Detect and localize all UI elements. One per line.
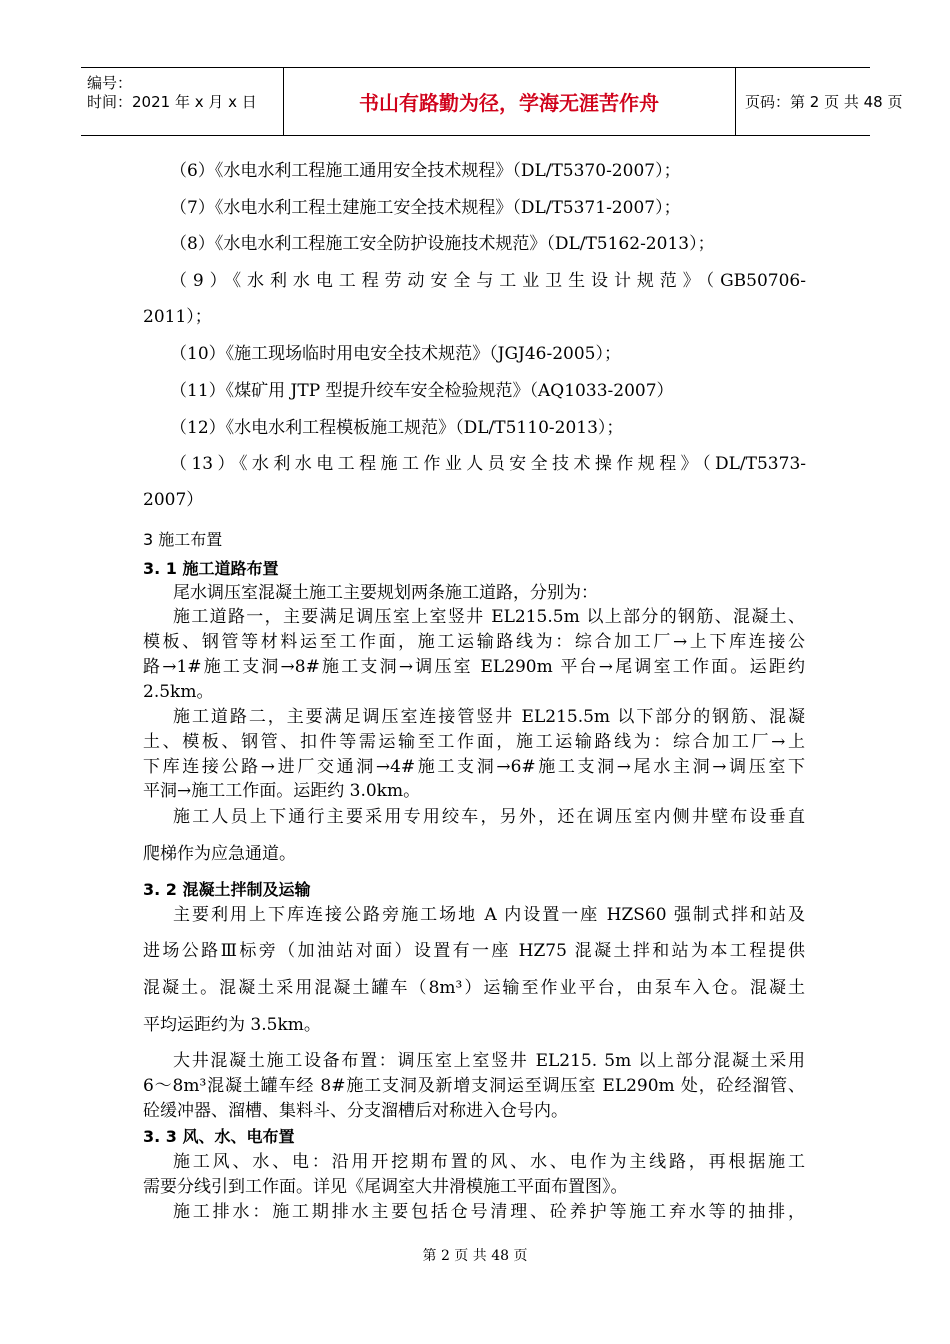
header-motto-cell bbox=[283, 68, 736, 135]
paragraph-line: 施工道路一，主要满足调压室上室竖井 EL215.5m 以上部分的钢筋、混凝土、 bbox=[173, 607, 805, 627]
paragraph-line: 砼缓冲器、溜槽、集料斗、分支溜槽后对称进入仓号内。 bbox=[143, 1101, 568, 1121]
reference-item: （6）《水电水利工程施工通用安全技术规程》（DL/T5370-2007）； bbox=[170, 161, 681, 181]
paragraph-line: 尾水调压室混凝土施工主要规划两条施工道路，分别为： bbox=[173, 583, 598, 603]
paragraph-line: 路→1#施工支洞→8#施工支洞→调压室 EL290m 平台→尾调室工作面。运距约 bbox=[143, 657, 805, 677]
reference-item: （12）《水电水利工程模板施工规范》（DL/T5110-2013）； bbox=[170, 418, 624, 438]
paragraph-line: 土、模板、钢管、扣件等需运输至工作面，施工运输路线为：综合加工厂→上 bbox=[143, 732, 805, 752]
reference-item: （9）《水利水电工程劳动安全与工业卫生设计规范》（GB50706- bbox=[170, 271, 806, 291]
paragraph-line: 施工排水：施工期排水主要包括仓号清理、砼养护等施工弃水等的抽排， bbox=[173, 1202, 805, 1222]
paragraph-line: 6～8m³混凝土罐车经 8#施工支洞及新增支洞运至调压室 EL290m 处，砼经溜管、 bbox=[143, 1076, 805, 1096]
header-motto: 书山有路勤为径，学海无涯苦作舟 bbox=[359, 91, 659, 115]
reference-item: （11）《煤矿用 JTP 型提升绞车安全检验规范》（AQ1033-2007） bbox=[170, 381, 674, 401]
paragraph-line: 爬梯作为应急通道。 bbox=[143, 844, 296, 864]
paragraph-line: 2.5km。 bbox=[143, 682, 214, 702]
header-page-number: 页码：第 2 页 共 48 页 bbox=[745, 93, 903, 111]
paragraph-line: 需要分线引到工作面。详见《尾调室大井滑模施工平面布置图》。 bbox=[143, 1177, 628, 1197]
page-header bbox=[81, 67, 903, 136]
reference-item: （10）《施工现场临时用电安全技术规范》（JGJ46-2005）； bbox=[170, 344, 621, 364]
reference-item-continued: 2011）； bbox=[143, 307, 212, 327]
subsection-heading: 3. 3 风、水、电布置 bbox=[143, 1127, 295, 1146]
document-number-label: 编号： bbox=[87, 74, 133, 92]
header-page-cell bbox=[735, 68, 903, 135]
paragraph-line: 施工人员上下通行主要采用专用绞车，另外，还在调压室内侧井壁布设垂直 bbox=[173, 807, 805, 827]
paragraph-line: 下库连接公路→进厂交通洞→4#施工支洞→6#施工支洞→尾水主洞→调压室下 bbox=[143, 757, 805, 777]
subsection-heading: 3. 2 混凝土拌制及运输 bbox=[143, 880, 311, 899]
paragraph-line: 施工风、水、电：沿用开挖期布置的风、水、电作为主线路，再根据施工 bbox=[173, 1152, 805, 1172]
reference-item: （7）《水电水利工程土建施工安全技术规程》（DL/T5371-2007）； bbox=[170, 198, 681, 218]
reference-item-continued: 2007） bbox=[143, 490, 204, 510]
subsection-heading: 3. 1 施工道路布置 bbox=[143, 559, 279, 578]
page-footer: 第 2 页 共 48 页 bbox=[422, 1248, 528, 1264]
reference-item: （8）《水电水利工程施工安全防护设施技术规范》（DL/T5162-2013）； bbox=[170, 234, 715, 254]
document-date-label: 时间：2021 年 x 月 x 日 bbox=[87, 93, 257, 111]
paragraph-line: 平均运距约为 3.5km。 bbox=[143, 1015, 321, 1035]
header-left-cell bbox=[81, 68, 284, 135]
paragraph-line: 模板、钢管等材料运至工作面，施工运输路线为：综合加工厂→上下库连接公 bbox=[143, 632, 805, 652]
paragraph-line: 施工道路二，主要满足调压室连接管竖井 EL215.5m 以下部分的钢筋、混凝 bbox=[173, 707, 805, 727]
section-heading: 3 施工布置 bbox=[143, 530, 223, 549]
paragraph-line: 混凝土。混凝土采用混凝土罐车（8m³）运输至作业平台，由泵车入仓。混凝土 bbox=[143, 978, 805, 998]
paragraph-line: 进场公路Ⅲ标旁（加油站对面）设置有一座 HZ75 混凝土拌和站为本工程提供 bbox=[143, 941, 805, 961]
paragraph-line: 平洞→施工工作面。运距约 3.0km。 bbox=[143, 781, 421, 801]
paragraph-line: 大井混凝土施工设备布置：调压室上室竖井 EL215. 5m 以上部分混凝土采用 bbox=[173, 1051, 805, 1071]
reference-item: （13）《水利水电工程施工作业人员安全技术操作规程》（DL/T5373- bbox=[170, 454, 806, 474]
paragraph-line: 主要利用上下库连接公路旁施工场地 A 内设置一座 HZS60 强制式拌和站及 bbox=[173, 905, 805, 925]
